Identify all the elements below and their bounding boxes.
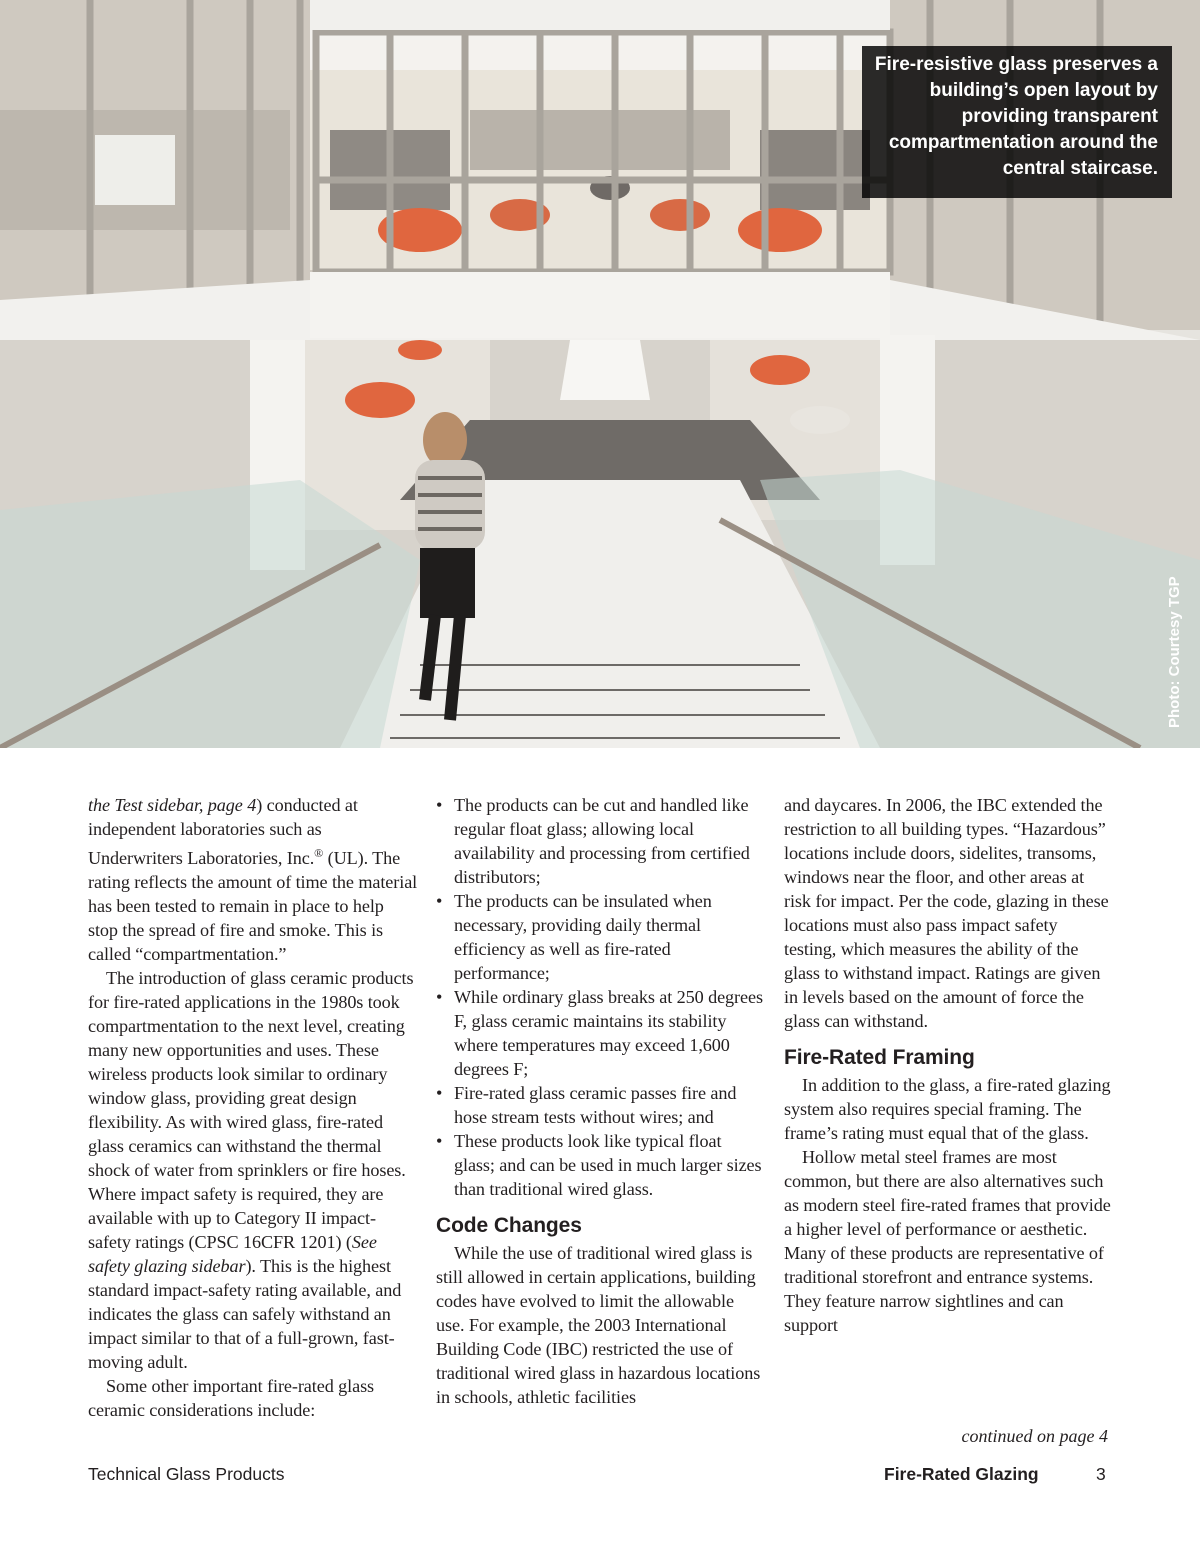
- list-item: [436, 889, 766, 985]
- paragraph: and daycares. In 2006, the IBC extended the restriction to all building types. “Hazardous” locations include doors, sidelites, transoms, windows near the floor, and other areas at risk for impact. Per the code, glazing in these locations must also pass impact safety testing, which measures the ability of the glass to withstand impact. Ratings are given in levels based on the amount of force the glass can withstand.: [784, 795, 1109, 1031]
- registered-mark: ®: [314, 846, 324, 860]
- paragraph: [88, 966, 418, 1374]
- paragraph-text: The introduction of glass ceramic products for fire-rated applications in the 1980s took compartmentation to the next level, creating many new opportunities and uses. These wireless products look similar to ordinary window glass, providing great design flexibility. As with wired glass, fire-rated glass ceramics can withstand the thermal shock of water from sprinklers or fire hoses. Where impact safety is required, they are available with up to Category II impact-safety ratings (CPSC 16CFR 1201) (: [88, 968, 414, 1253]
- paragraph-text: (UL). The rating reflects the amount of time the material has been tested to remain in place to help stop the spread of fire and smoke. This is called “compartmentation.”: [88, 848, 418, 965]
- paragraph: [88, 793, 418, 966]
- footer-publisher: Technical Glass Products: [88, 1464, 285, 1484]
- paragraph: While the use of traditional wired glass is still allowed in certain applications, building codes have evolved to limit the allowable use. For example, the 2003 International Building Code (IBC) restricted the use of traditional wired glass in hazardous locations in schools, athletic facilities: [436, 1243, 761, 1407]
- footer-section-title: Fire-Rated Glazing: [884, 1464, 1039, 1484]
- sidebar-reference: the Test sidebar, page 4: [88, 795, 257, 815]
- list-item: [436, 793, 766, 889]
- photo-caption: Fire-resistive glass preserves a building’s open layout by providing transparent compartmentation around the central staircase.: [874, 54, 1158, 179]
- list-item-text: These products look like typical float glass; and can be used in much larger sizes than traditional wired glass.: [454, 1131, 762, 1199]
- sidebar-reference: See safety glazing sidebar: [88, 1232, 377, 1277]
- text-column-1: [88, 793, 418, 1422]
- list-item: [436, 1129, 766, 1201]
- list-item-text: Fire-rated glass ceramic passes fire and hose stream tests without wires; and: [454, 1083, 737, 1127]
- paragraph: In addition to the glass, a fire-rated glazing system also requires special framing. The frame’s rating must equal that of the glass.: [784, 1075, 1111, 1143]
- page-number: 3: [1096, 1464, 1106, 1484]
- list-item: [436, 1081, 766, 1129]
- bullet-list: [436, 793, 766, 1201]
- list-item-text: While ordinary glass breaks at 250 degrees F, glass ceramic maintains its stability where temperatures may exceed 1,600 degrees F;: [454, 987, 763, 1079]
- section-heading-code-changes: Code Changes: [436, 1214, 582, 1237]
- bullet-icon: •: [436, 795, 443, 815]
- list-item-text: The products can be cut and handled like regular float glass; allowing local availability and processing from certified distributors;: [454, 795, 750, 887]
- hero-photo: [0, 0, 1200, 748]
- paragraph-text: ). This is the highest standard impact-safety rating available, and indicates the glass can safely withstand an impact similar to that of a full-grown, fast-moving adult.: [88, 1256, 402, 1373]
- text-column-2: [436, 793, 766, 1409]
- continued-note: continued on page 4: [961, 1426, 1108, 1446]
- section-heading-fire-rated-framing: Fire-Rated Framing: [784, 1046, 975, 1069]
- bullet-icon: •: [436, 1131, 443, 1151]
- paragraph-text: ) conducted at independent laboratories such as Underwriters Laboratories, Inc.: [88, 795, 358, 869]
- bullet-icon: •: [436, 987, 443, 1007]
- bullet-icon: •: [436, 1083, 443, 1103]
- bullet-icon: •: [436, 891, 443, 911]
- paragraph: Hollow metal steel frames are most common, but there are also alternatives such as modern steel fire-rated frames that provide a higher level of performance or aesthetic. Many of these products are representative of traditional storefront and entrance systems. They feature narrow sightlines and can support: [784, 1147, 1111, 1335]
- photo-credit: Photo: Courtesy TGP: [1166, 576, 1183, 728]
- list-item-text: The products can be insulated when necessary, providing daily thermal efficiency as well as fire-rated performance;: [454, 891, 712, 983]
- list-item: [436, 985, 766, 1081]
- paragraph: Some other important fire-rated glass ceramic considerations include:: [88, 1376, 375, 1421]
- text-column-3: [784, 793, 1114, 1337]
